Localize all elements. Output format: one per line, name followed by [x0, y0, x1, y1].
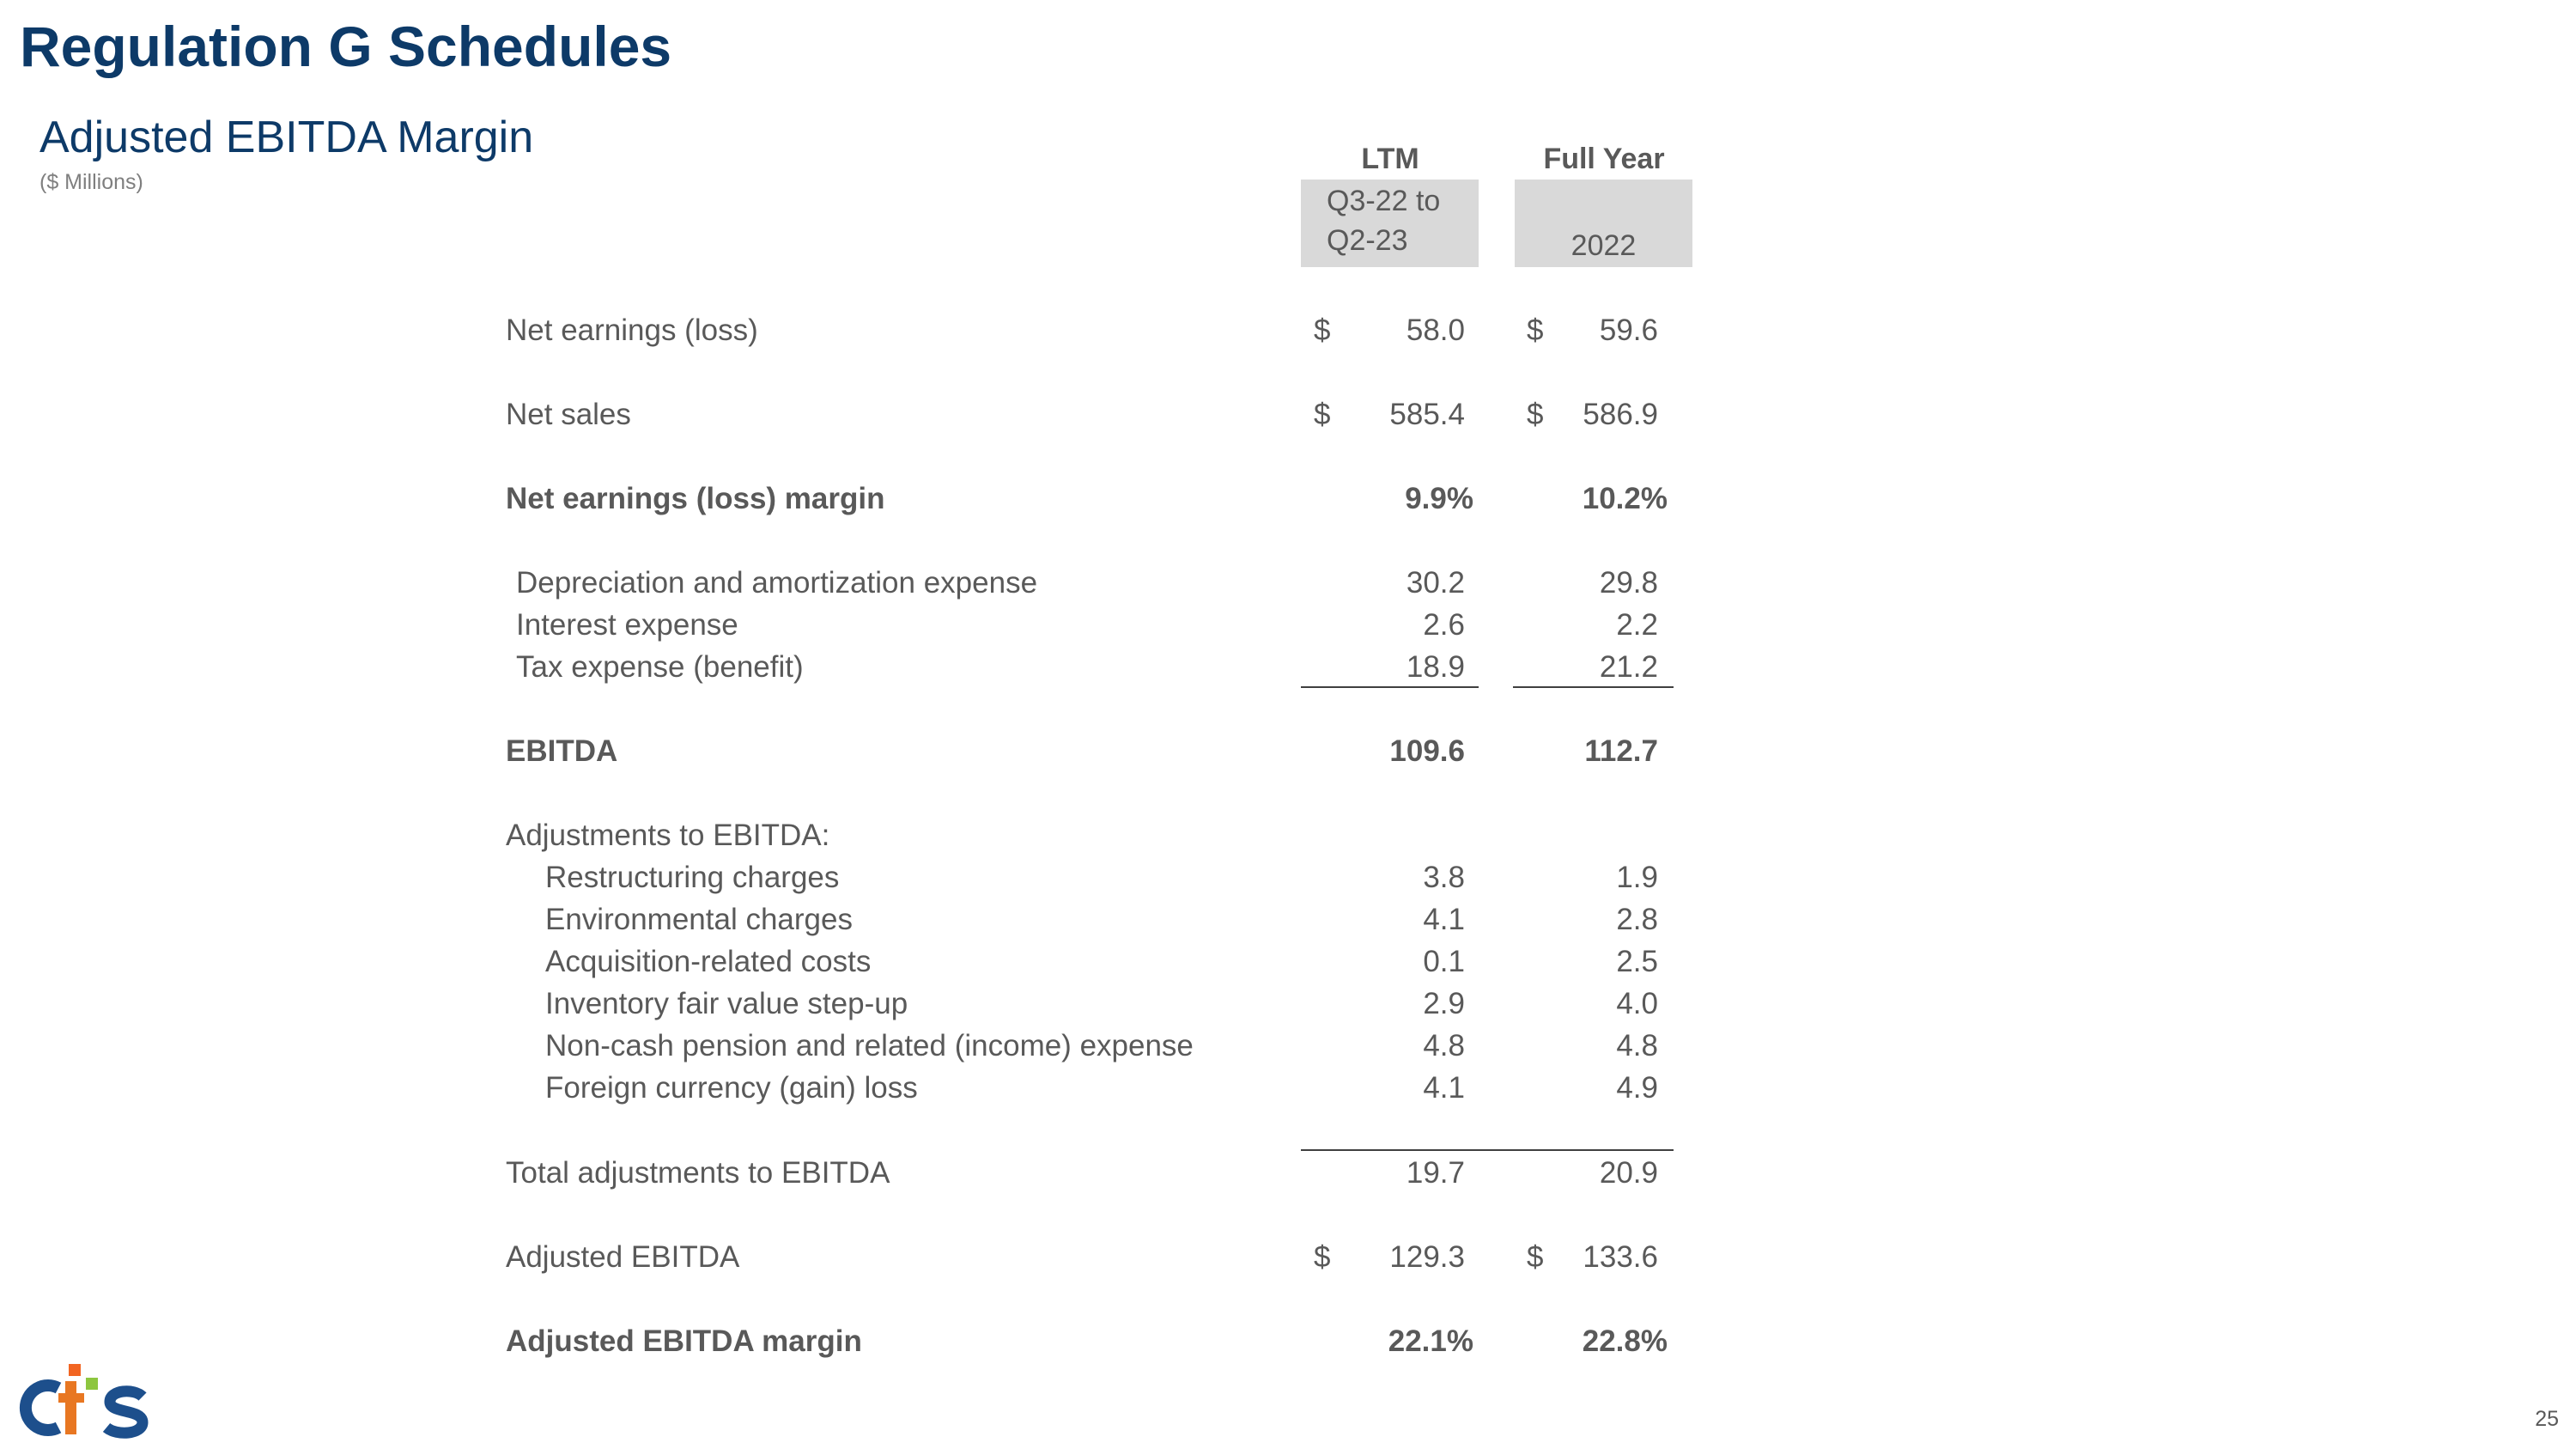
row-label: Acquisition-related costs [545, 945, 872, 978]
row-label: Foreign currency (gain) loss [545, 1071, 918, 1105]
row-label: Interest expense [516, 608, 738, 642]
full-year-value: 20.9 [1599, 1156, 1658, 1190]
table-row [0, 1154, 2576, 1193]
row-label: Environmental charges [545, 903, 853, 936]
full-year-value: 4.8 [1616, 1029, 1658, 1062]
dollar-sign: $ [1527, 398, 1544, 431]
ltm-value: 4.1 [1423, 903, 1465, 936]
row-label: Total adjustments to EBITDA [506, 1156, 890, 1190]
units-note: ($ Millions) [39, 170, 143, 194]
ltm-value: 129.3 [1389, 1240, 1465, 1274]
table-row [0, 648, 2576, 687]
column-header-full-year: Full Year [1543, 143, 1665, 175]
full-year-value: 29.8 [1599, 566, 1658, 600]
table-row [0, 311, 2576, 350]
period-ltm-line1: Q3-22 to [1327, 185, 1441, 217]
row-label: Depreciation and amortization expense [516, 566, 1038, 600]
dollar-sign: $ [1314, 314, 1331, 347]
section-subtitle: Adjusted EBITDA Margin [39, 113, 534, 162]
full-year-value: 2.5 [1616, 945, 1658, 978]
ltm-value: 4.1 [1423, 1071, 1465, 1105]
full-year-value: 586.9 [1583, 398, 1658, 431]
full-year-value: 2.2 [1616, 608, 1658, 642]
table-row [0, 563, 2576, 603]
dollar-sign: $ [1314, 398, 1331, 431]
row-label: EBITDA [506, 734, 618, 768]
table-row [0, 606, 2576, 645]
full-year-value: 2.8 [1616, 903, 1658, 936]
total-rule [1301, 1149, 1674, 1151]
ltm-value: 109.6 [1389, 734, 1465, 768]
ltm-value: 2.9 [1423, 987, 1465, 1020]
row-label: Adjustments to EBITDA: [506, 819, 830, 852]
row-label: Adjusted EBITDA [506, 1240, 740, 1274]
dollar-sign: $ [1314, 1240, 1331, 1274]
table-row [0, 479, 2576, 519]
row-label: Net sales [506, 398, 631, 431]
ltm-value: 2.6 [1423, 608, 1465, 642]
table-row [0, 900, 2576, 940]
full-year-value: 59.6 [1599, 314, 1658, 347]
full-year-value: 10.2% [1582, 482, 1668, 515]
page-number: 25 [2535, 1407, 2559, 1431]
table-row [0, 1026, 2576, 1066]
period-ltm-line2: Q2-23 [1327, 224, 1408, 257]
period-full-year-line2: 2022 [1571, 229, 1637, 262]
dollar-sign: $ [1527, 1240, 1544, 1274]
table-row [0, 816, 2576, 855]
table-row [0, 395, 2576, 435]
ltm-value: 9.9% [1405, 482, 1473, 515]
full-year-value: 1.9 [1616, 861, 1658, 894]
ltm-value: 585.4 [1389, 398, 1465, 431]
row-label: Restructuring charges [545, 861, 840, 894]
ltm-value: 19.7 [1406, 1156, 1465, 1190]
full-year-value: 4.9 [1616, 1071, 1658, 1105]
ltm-value: 3.8 [1423, 861, 1465, 894]
ltm-value: 22.1% [1388, 1324, 1473, 1358]
table-row [0, 732, 2576, 771]
table-row [0, 984, 2576, 1024]
row-label: Net earnings (loss) [506, 314, 758, 347]
table-row [0, 1068, 2576, 1108]
subtotal-rule [1301, 686, 1479, 688]
ltm-value: 30.2 [1406, 566, 1465, 600]
full-year-value: 21.2 [1599, 650, 1658, 684]
table-row [0, 858, 2576, 898]
row-label: Non-cash pension and related (income) expense [545, 1029, 1194, 1062]
row-label: Tax expense (benefit) [516, 650, 804, 684]
ltm-value: 4.8 [1423, 1029, 1465, 1062]
full-year-value: 22.8% [1582, 1324, 1668, 1358]
ltm-value: 58.0 [1406, 314, 1465, 347]
column-header-ltm: LTM [1361, 143, 1419, 175]
full-year-value: 112.7 [1584, 734, 1658, 768]
row-label: Adjusted EBITDA margin [506, 1324, 862, 1358]
dollar-sign: $ [1527, 314, 1544, 347]
table-row [0, 1322, 2576, 1361]
row-label: Inventory fair value step-up [545, 987, 908, 1020]
table-row [0, 1238, 2576, 1277]
page-title: Regulation G Schedules [20, 15, 672, 78]
ltm-value: 0.1 [1423, 945, 1465, 978]
subtotal-rule [1513, 686, 1674, 688]
row-label: Net earnings (loss) margin [506, 482, 885, 515]
table-row [0, 942, 2576, 982]
ltm-value: 18.9 [1406, 650, 1465, 684]
cts-logo [14, 1359, 153, 1440]
full-year-value: 133.6 [1583, 1240, 1658, 1274]
full-year-value: 4.0 [1616, 987, 1658, 1020]
